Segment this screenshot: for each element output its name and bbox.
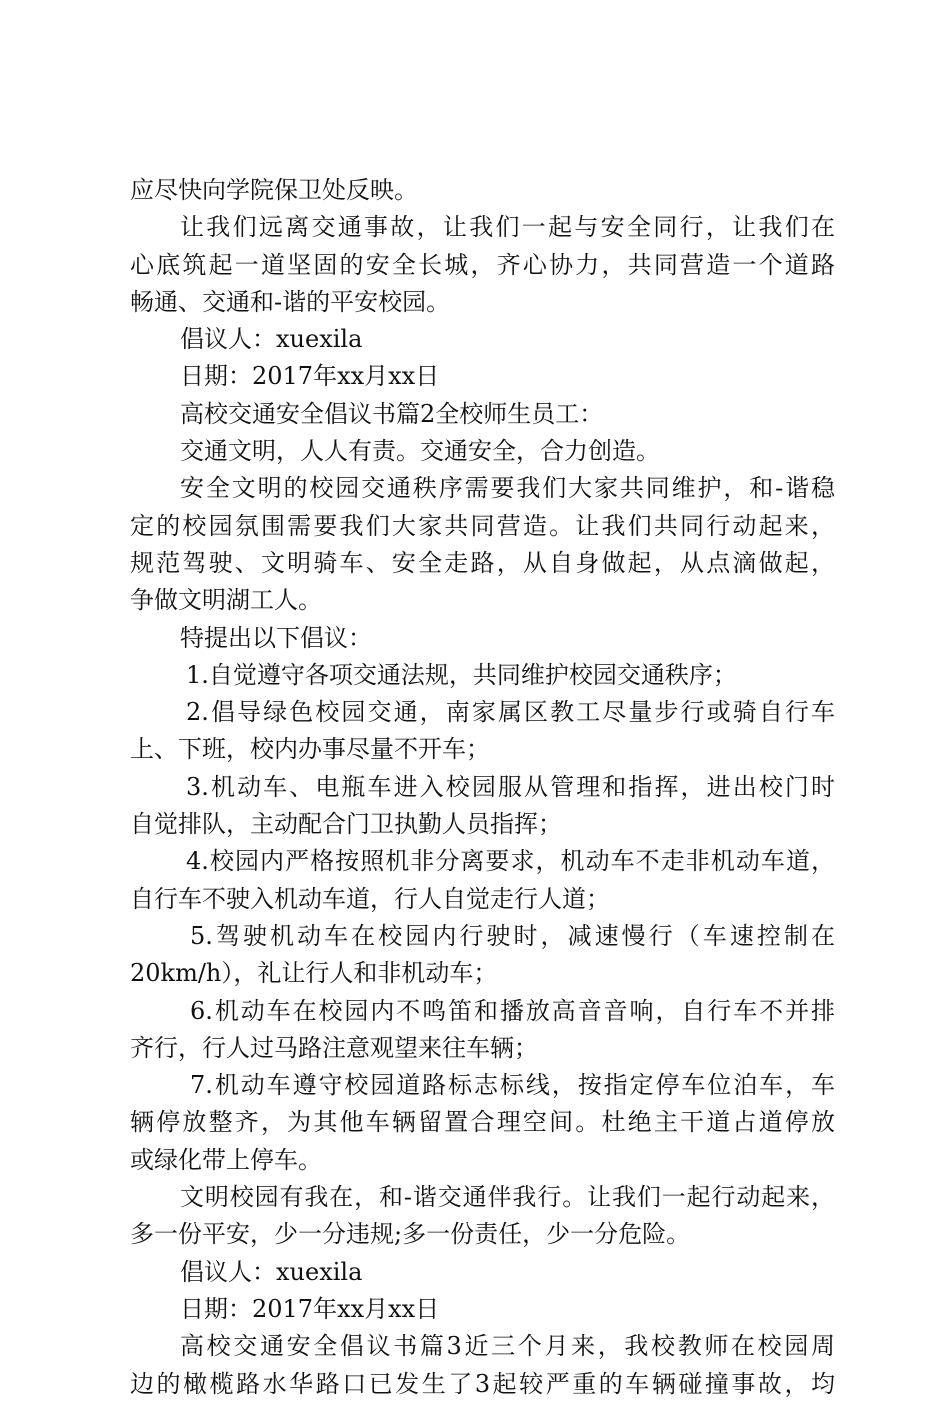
paragraph-line: 争做文明湖工人。: [130, 586, 322, 615]
list-item-line: 4.校园内严格按照机非分离要求，机动车不走非机动车道，: [186, 847, 835, 876]
paragraph-line: 规范驾驶、文明骑车、安全走路，从自身做起，从点滴做起，: [130, 548, 835, 577]
list-item-line: 7.机动车遵守校园道路标志标线，按指定停车位泊车，车: [190, 1071, 835, 1100]
paragraph-line: 畅通、交通和-谐的平安校园。: [130, 287, 451, 316]
date-line: 日期：2017年xx月xx日: [180, 1294, 440, 1323]
date-line: 日期：2017年xx月xx日: [180, 362, 440, 391]
paragraph-line: 应尽快向学院保卫处反映。: [130, 176, 418, 204]
section-heading-line: 高校交通安全倡议书篇3近三个月来，我校教师在校园周: [180, 1332, 835, 1361]
paragraph-line: 心底筑起一道坚固的安全长城，齐心协力，共同营造一个道路: [130, 250, 835, 279]
document-body: [130, 172, 835, 1403]
list-item-line: 齐行，行人过马路注意观望来往车辆；: [130, 1033, 538, 1062]
signer-line: 倡议人：xuexila: [180, 1257, 363, 1286]
paragraph-line: 特提出以下倡议：: [180, 623, 372, 652]
list-item-line: 上、下班，校内办事尽量不开车；: [130, 735, 490, 764]
paragraph-line: 边的橄榄路水华路口已发生了3起较严重的车辆碰撞事故，均: [130, 1369, 835, 1398]
list-item-line: 3.机动车、电瓶车进入校园服从管理和指挥，进出校门时: [186, 772, 835, 801]
paragraph-line: 文明校园有我在，和-谐交通伴我行。让我们一起行动起来，: [180, 1183, 835, 1212]
list-item-line: 6.机动车在校园内不鸣笛和播放高音音响，自行车不并排: [190, 996, 835, 1025]
list-item-line: 5.驾驶机动车在校园内行驶时，减速慢行（车速控制在: [190, 921, 835, 950]
list-item-line: 20km/h），礼让行人和非机动车；: [130, 959, 498, 988]
list-item-line: 辆停放整齐，为其他车辆留置合理空间。杜绝主干道占道停放: [130, 1108, 835, 1137]
paragraph-line: 让我们远离交通事故，让我们一起与安全同行，让我们在: [180, 213, 835, 242]
list-item-line: 1.自觉遵守各项交通法规，共同维护校园交通秩序；: [186, 660, 737, 689]
paragraph-line: 交通文明，人人有责。交通安全，合力创造。: [180, 437, 660, 466]
paragraph-line: 安全文明的校园交通秩序需要我们大家共同维护，和-谐稳: [180, 474, 835, 503]
paragraph-line: 定的校园氛围需要我们大家共同营造。让我们共同行动起来，: [130, 511, 835, 540]
list-item-line: 或绿化带上停车。: [130, 1145, 322, 1174]
list-item-line: 自行车不驶入机动车道，行人自觉走行人道；: [130, 884, 610, 913]
signer-line: 倡议人：xuexila: [180, 325, 363, 354]
paragraph-line: 多一份平安，少一分违规;多一份责任，少一分危险。: [130, 1220, 691, 1249]
list-item-line: 2.倡导绿色校园交通，南家属区教工尽量步行或骑自行车: [186, 698, 835, 727]
list-item-line: 自觉排队，主动配合门卫执勤人员指挥；: [130, 810, 562, 839]
section-heading-line: 高校交通安全倡议书篇2全校师生员工：: [180, 399, 604, 428]
